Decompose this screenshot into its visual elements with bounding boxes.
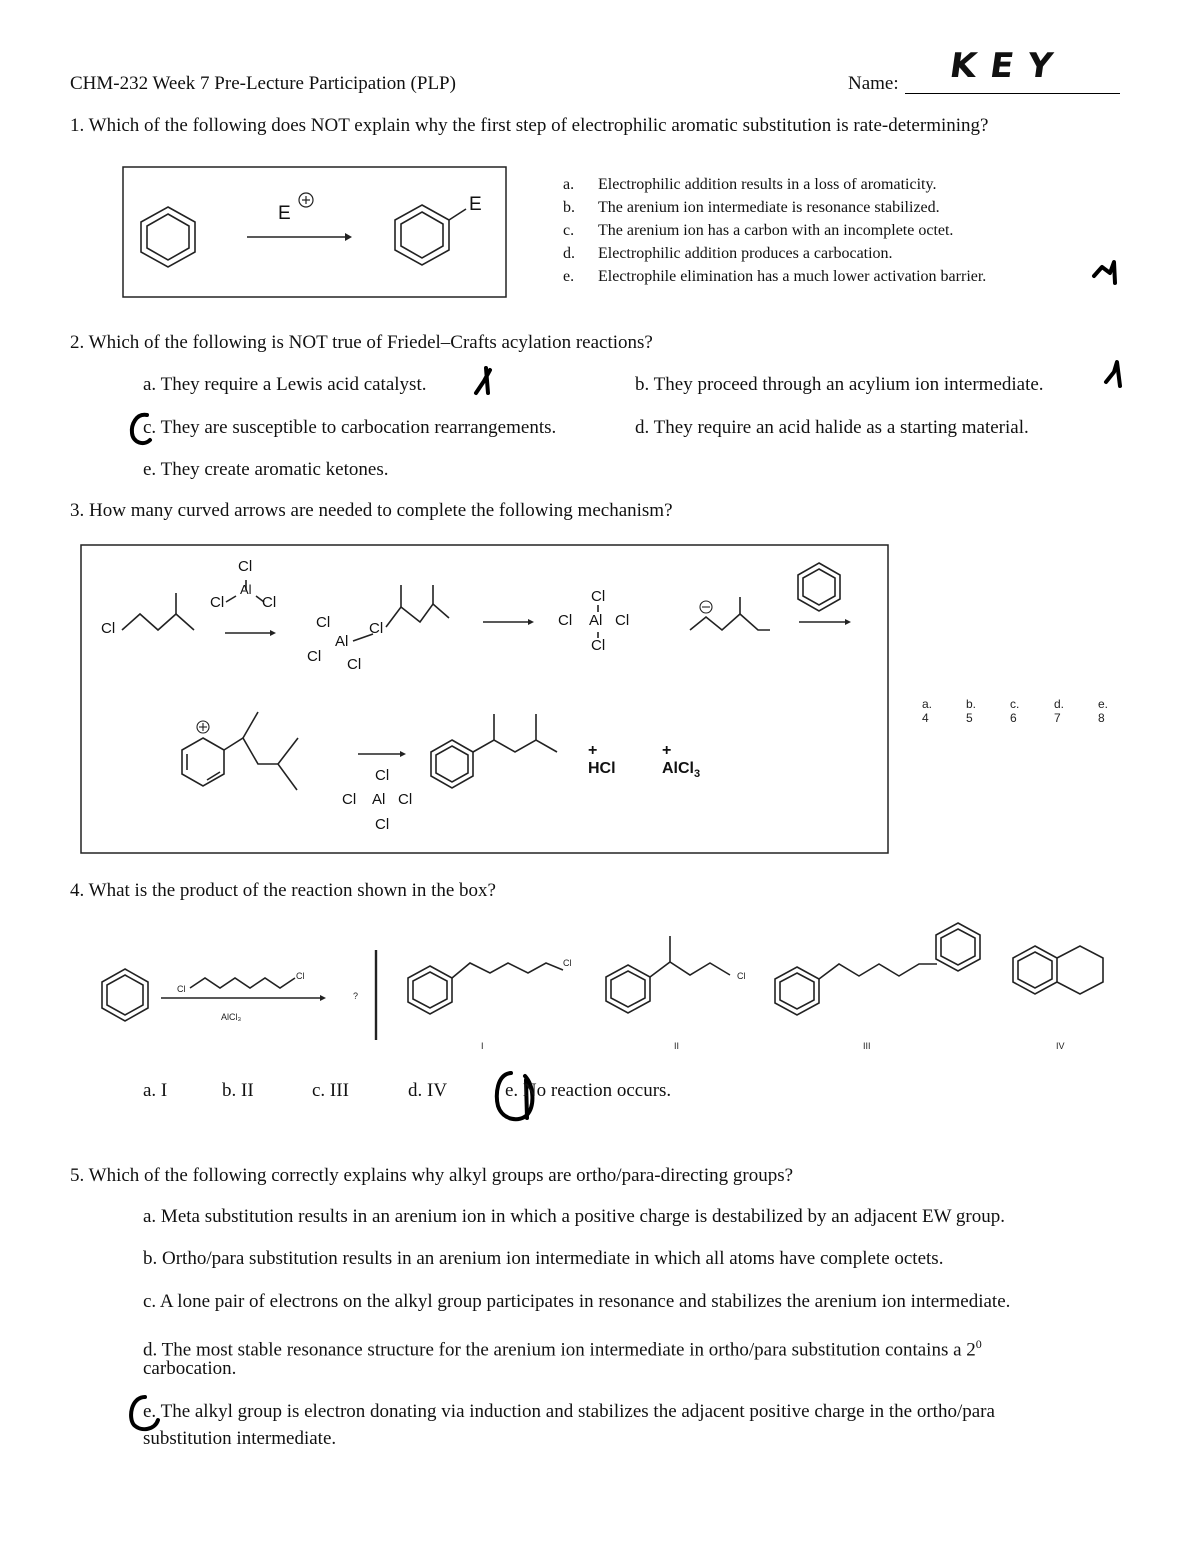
- q4-structure-IV: [1013, 946, 1103, 994]
- atom-cl: Cl: [101, 620, 116, 637]
- q5-option-c: c. A lone pair of electrons on the alkyl group participates in resonance and stabilizes the arenium ion intermediate.: [143, 1291, 1011, 1312]
- q1-product-substituent: E: [469, 194, 482, 215]
- atom-cl: Cl: [296, 971, 305, 981]
- q2-option-e: e. They create aromatic ketones.: [143, 459, 389, 480]
- name-label: Name:: [848, 73, 899, 94]
- atom-cl: Cl: [398, 791, 413, 808]
- q1-benzene-product: [395, 205, 466, 265]
- q3-option: d. 7: [1054, 697, 1065, 725]
- atom-al: Al: [240, 582, 252, 597]
- q3-benzene: [798, 563, 840, 611]
- q2-question: 2. Which of the following is NOT true of Friedel–Crafts acylation reactions?: [70, 332, 653, 353]
- q4-diene: [190, 978, 295, 988]
- q1-arrowhead: [345, 233, 352, 241]
- atom-cl: Cl: [262, 594, 277, 611]
- atom-cl: Cl: [316, 614, 331, 631]
- atom-cl: Cl: [591, 637, 606, 654]
- q3-complex: [353, 585, 449, 641]
- atom-cl: Cl: [737, 971, 746, 981]
- q3-mechanism-box: [81, 545, 888, 853]
- q4-question: 4. What is the product of the reaction shown in the box?: [70, 880, 496, 901]
- q2-option-d: d. They require an acid halide as a starting material.: [635, 417, 1029, 438]
- atom-cl: Cl: [177, 984, 186, 994]
- q4-option-b: b. II: [222, 1080, 254, 1101]
- q4-option-a: a. I: [143, 1080, 168, 1101]
- atom-cl: Cl: [210, 594, 225, 611]
- q5-option-b: b. Ortho/para substitution results in an arenium ion intermediate in which all atoms have complete octets.: [143, 1248, 944, 1269]
- check-mark-q1: [1094, 262, 1115, 283]
- atom-cl: Cl: [369, 620, 384, 637]
- q3-arenium-ion: [182, 712, 298, 790]
- q1-option-letter: a.: [563, 176, 575, 193]
- q4-unknown: ?: [353, 991, 359, 1001]
- atom-cl: Cl: [375, 816, 390, 833]
- q4-option-e: e. No reaction occurs.: [505, 1080, 672, 1101]
- q1-question: 1. Which of the following does NOT explain why the first step of electrophilic aromatic substitution is rate-determining?: [70, 115, 989, 136]
- q1-option-letter: c.: [563, 222, 575, 239]
- q5-option-e: e. The alkyl group is electron donating via induction and stabilizes the adjacent positive charge in the ortho/para: [143, 1401, 995, 1422]
- q4-option-d: d. IV: [408, 1080, 448, 1101]
- atom-cl: Cl: [591, 588, 606, 605]
- atom-al: Al: [372, 791, 386, 808]
- atom-cl: Cl: [563, 958, 572, 968]
- check-mark-q2a: [476, 368, 490, 393]
- atom-cl: Cl: [342, 791, 357, 808]
- q2-option-a: a. They require a Lewis acid catalyst.: [143, 374, 427, 395]
- atom-cl: Cl: [307, 648, 322, 665]
- q1-option-text: The arenium ion intermediate is resonance stabilized.: [598, 199, 940, 216]
- q3-alcl3: + AlCl$_3$: [662, 742, 701, 781]
- q1-option-letter: b.: [563, 199, 575, 216]
- q4-label-III: III: [863, 1041, 871, 1051]
- q1-option-text: Electrophilic addition produces a carbocation.: [598, 245, 893, 262]
- q4-benzene: [102, 969, 148, 1021]
- q3-alkyl-chloride: [122, 593, 194, 630]
- atom-cl: Cl: [558, 612, 573, 629]
- q3-option: c. 6: [1010, 697, 1020, 725]
- q2-option-b: b. They proceed through an acylium ion intermediate.: [635, 374, 1044, 395]
- q5-option-e-cont: substitution intermediate.: [143, 1428, 337, 1449]
- q1-option-text: Electrophile elimination has a much lower activation barrier.: [598, 268, 987, 285]
- q5-question: 5. Which of the following correctly explains why alkyl groups are ortho/para-directing groups?: [70, 1165, 794, 1186]
- q4-structure-III: [775, 923, 980, 1015]
- q3-product: [431, 714, 557, 788]
- atom-al: Al: [335, 633, 349, 650]
- q4-reagent: AlCl₃: [221, 1012, 242, 1022]
- q5-option-d-cont: carbocation.: [143, 1358, 237, 1379]
- q2-option-c: c. They are susceptible to carbocation rearrangements.: [143, 417, 557, 438]
- q3-option: e. 8: [1098, 697, 1109, 725]
- check-mark-q2b: [1106, 362, 1120, 386]
- q4-structure-I: [408, 963, 563, 1014]
- q4-label-IV: IV: [1056, 1041, 1065, 1051]
- q1-option-text: Electrophilic addition results in a loss of aromaticity.: [598, 176, 937, 193]
- q1-option-letter: d.: [563, 245, 575, 262]
- q1-benzene-reactant: [141, 207, 195, 267]
- atom-cl: Cl: [615, 612, 630, 629]
- q1-option-letter: e.: [563, 268, 575, 285]
- q1-electrophile: E: [278, 203, 291, 224]
- atom-cl: Cl: [347, 656, 362, 673]
- q3-option: b. 5: [966, 697, 977, 725]
- q3-option: a. 4: [922, 697, 933, 725]
- q4-label-II: II: [674, 1041, 680, 1051]
- atom-cl: Cl: [375, 767, 390, 784]
- q4-label-I: I: [481, 1041, 484, 1051]
- course-title: CHM-232 Week 7 Pre-Lecture Participation (PLP): [70, 73, 456, 94]
- q4-option-c: c. III: [312, 1080, 349, 1101]
- atom-al: Al: [589, 612, 603, 629]
- q5-option-a: a. Meta substitution results in an arenium ion in which a positive charge is destabilized by an adjacent EW group.: [143, 1206, 1006, 1227]
- q5-option-d: d. The most stable resonance structure for the arenium ion intermediate in ortho/para substitution contains a $2^0$: [143, 1337, 982, 1361]
- q3-question: 3. How many curved arrows are needed to complete the following mechanism?: [70, 500, 673, 521]
- q4-structure-II: [606, 936, 730, 1013]
- atom-cl: Cl: [238, 558, 253, 575]
- name-value: KEY: [947, 46, 1070, 86]
- q1-option-text: The arenium ion has a carbon with an incomplete octet.: [598, 222, 954, 239]
- q3-hcl: + HCl: [588, 742, 616, 777]
